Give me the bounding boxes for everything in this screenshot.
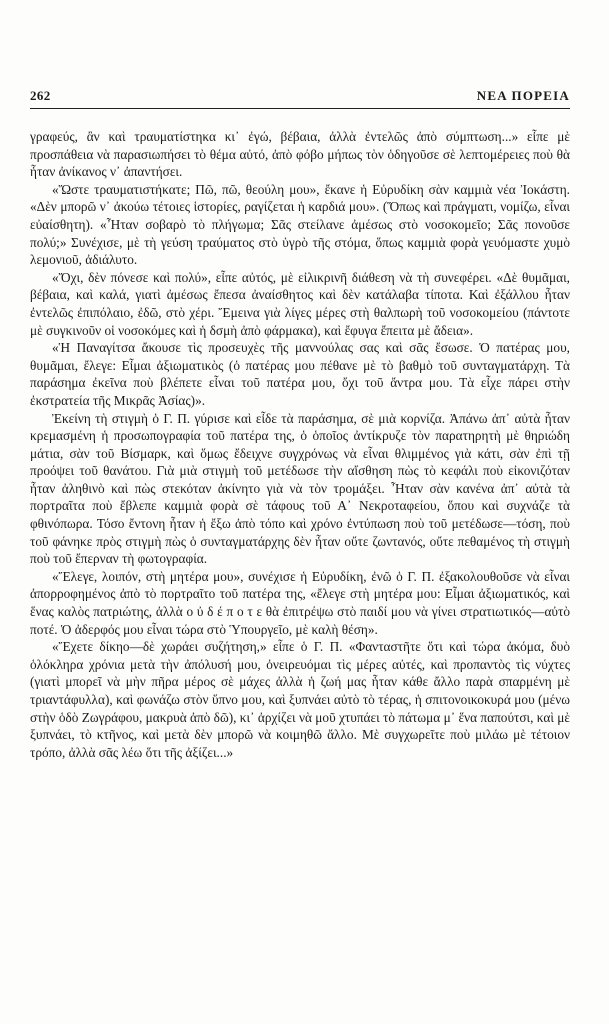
paragraph-5: Ἐκείνη τὴ στιγμὴ ὁ Γ. Π. γύρισε καὶ εἶδε τὰ παράσημα, σὲ μιὰ κορνίζα. Ἀπάνω ἀπ᾽ αὐτὰ ἦταν κρεμασμένη ἡ προσωπογραφία τοῦ πατέρα της, ὁ ὁποῖος ἀντίκρυζε τὸν παρατηρητὴ μὲ θηριώδη μάτια, σὰν τοῦ Βίσμαρκ, καὶ ὅμως ἔδειχνε συγχρόνως νὰ εἶναι θλιμμένος γιὰ κάτι, σὰν ἐπὶ τῇ προόψει τοῦ θανάτου. Γιὰ μιὰ στιγμὴ τοῦ μετέδωσε τὴν αἴσθηση πὼς τὸ κεφάλι ποὺ εἰκονιζόταν ἦταν ἀληθινὸ καὶ πὼς στεκόταν ἀκίνητο γιὰ νὰ τὸν τρομάξει. Ἦταν σὰν κανένα ἀπ᾽ αὐτὰ τὰ πορτραῖτα ποὺ ἔβλεπε καμμιὰ φορὰ σὲ τάφους τοῦ Α᾽ Νεκροταφείου, ὅπου καὶ συχνάζε τὰ φθινόπωρα. Τόσο ἔντονη ἦταν ἡ ἔξω ἀπὸ τόπο καὶ χρόνο ἐντύπωση ποὺ τοῦ μετέδωσε—τόση, ποὺ τοῦ φάνηκε πρὸς στιγμὴ πὼς ὁ συνταγματάρχης δὲν ἦταν οὔτε ζωντανός, οὔτε πεθαμένος τὴ στιγμὴ ποὺ τοῦ ἔπερναν τὴ φωτογραφία. (30, 410, 570, 567)
paragraph-1: γραφεύς, ἂν καὶ τραυματίστηκα κι᾽ ἐγώ, βέβαια, ἀλλὰ ἐντελῶς ἀπὸ σύμπτωση...» εἶπε μὲ προσπάθεια νὰ παρασιωπήσει τὸ θέμα αὐτό, ἀπὸ φόβο μήπως τὸν ὁδηγοῦσε σὲ λεπτομέρειες ποὺ θὰ ἦταν ἀνίκανος ν᾽ ἀπαντήσει. (30, 129, 570, 180)
header-rule (30, 108, 570, 109)
paragraph-4: «Ἡ Παναγίτσα ἄκουσε τὶς προσευχὲς τῆς μαννούλας σας καὶ σᾶς ἔσωσε. Ὁ πατέρας μου, θυμᾶμαι, ἔλεγε: Εἶμαι ἀξιωματικὸς (ὁ πατέρας μου πέθανε μὲ τὸ βαθμὸ τοῦ συνταγματάρχη. Τὰ παράσημα ἐκεῖνα ποὺ βλέπετε εἶναι τοῦ πατέρα μου, ὄχι τοῦ ἄντρα μου. Τὰ εἶχε πάρει στὴν ἐκστρατεία τῆς Μικρᾶς Ἀσίας)». (30, 340, 570, 408)
running-head (30, 86, 570, 104)
body-text (30, 128, 570, 761)
paragraph-3: «Ὄχι, δὲν πόνεσε καὶ πολύ», εἶπε αὐτός, μὲ εἰλικρινῆ διάθεση νὰ τὴ συνεφέρει. «Δὲ θυμᾶμαι, βέβαια, καὶ καλά, γιατὶ ἀμέσως ἔπεσα ἀναίσθητος καὶ δὲν κατάλαβα τίποτα. Καὶ ἐξάλλου ἦταν ἐντελῶς ἐπιπόλαιο, ἐδῶ, στὸ χέρι. Ἔμεινα γιὰ λίγες μέρες στὴ θαλπωρὴ τοῦ νοσοκομείου (πάντοτε μὲ συγκινοῦν οἱ νοσοκόμες καὶ ἡ δσμὴ ἀπὸ φάρμακα), καὶ ἔφυγα ἔπειτα μὲ ἄδεια». (30, 269, 570, 338)
page-number: 262 (30, 88, 51, 103)
journal-title: ΝΕΑ ΠΟΡΕΙΑ (476, 88, 570, 103)
paragraph-2: «Ὥστε τραυματιστήκατε; Πῶ, πῶ, θεούλη μου», ἔκανε ἡ Εὐρυδίκη σὰν καμμιὰ νέα Ἰοκάστη. «Δὲν μπορῶ ν᾽ ἀκούω τέτοιες ἱστορίες, ραγίζεται ἡ καρδιά μου». (Ὅπως καὶ πράγματι, νομίζω, εἶναι εὐαίσθητη). «Ἦταν σοβαρὸ τὸ πλήγωμα; Σᾶς στείλανε ἀμέσως στὸ νοσοκομεῖο; Σᾶς πονοῦσε πολύ;» Συνέχισε, μὲ τὴ γεύση τραύματος στὸ ὑγρὸ τῆς στόμα, ὅπως καμμιὰ φορὰ γευόμαστε χυμὸ λεμονιοῦ, ἀδιάλυτο. (30, 181, 570, 268)
paragraph-7: «Ἔχετε δίκηο—δὲ χωράει συζήτηση,» εἶπε ὁ Γ. Π. «Φανταστῆτε ὅτι καὶ τώρα ἀκόμα, δυὸ ὁλόκληρα χρόνια μετὰ τὴν ἀπόλυσή μου, ὀνειρευόμαι τὶς μέρες αὐτές, καὶ προπαντὸς τὶς νύχτες (γιατὶ μπορεῖ νὰ μὴν πῆρα μέρος σὲ μάχες ἀλλὰ ἡ ζωή μας ἦταν κάθε ἄλλο παρὰ σπαρμένη μὲ τριαντάφυλλα), καὶ φωνάζω στὸν ὕπνο μου, καὶ ξυπνάει αὐτὸ τὸ τέρας, ἡ σπιτονοικοκυρά μου (μένω στὴν ὁδὸ Ζωγράφου, μακρυὰ ἀπὸ δῶ), κι᾽ ἀρχίζει νὰ μοῦ χτυπάει τὸ πάτωμα μ᾽ ἕνα παπούτσι, καὶ μὲ ξυπνάει, τὸ κτῆνος, καὶ μετὰ δὲν μπορῶ νὰ κοιμηθῶ ἄλλο. Μὲ συγχωρεῖτε ποὺ μιλάω μὲ τέτοιον τρόπο, ἀλλὰ σᾶς λέω ὅτι τῆς ἀξίζει...» (30, 639, 570, 760)
paragraph-6: «Ἔλεγε, λοιπόν, στὴ μητέρα μου», συνέχισε ἡ Εὐρυδίκη, ἐνῶ ὁ Γ. Π. ἐξακολουθοῦσε νὰ εἶναι ἀπορροφημένος ἀπὸ τὸ πορτραῖτο τοῦ πατέρα της, «ἔλεγε στὴ μητέρα μου: Εἶμαι ἀξιωματικός, καὶ ἕνας καλὸς πατριώτης, ἀλλὰ ο ὐ δ έ π ο τ ε θὰ ἐπιτρέψω στὸ παιδί μου νὰ γίνει στρατιωτικός—αὐτὸ ποτέ. Ὁ ἀδερφός μου εἶναι τώρα στὸ Ὑπουργεῖο, μὲ καλὴ θέση». (30, 568, 570, 637)
